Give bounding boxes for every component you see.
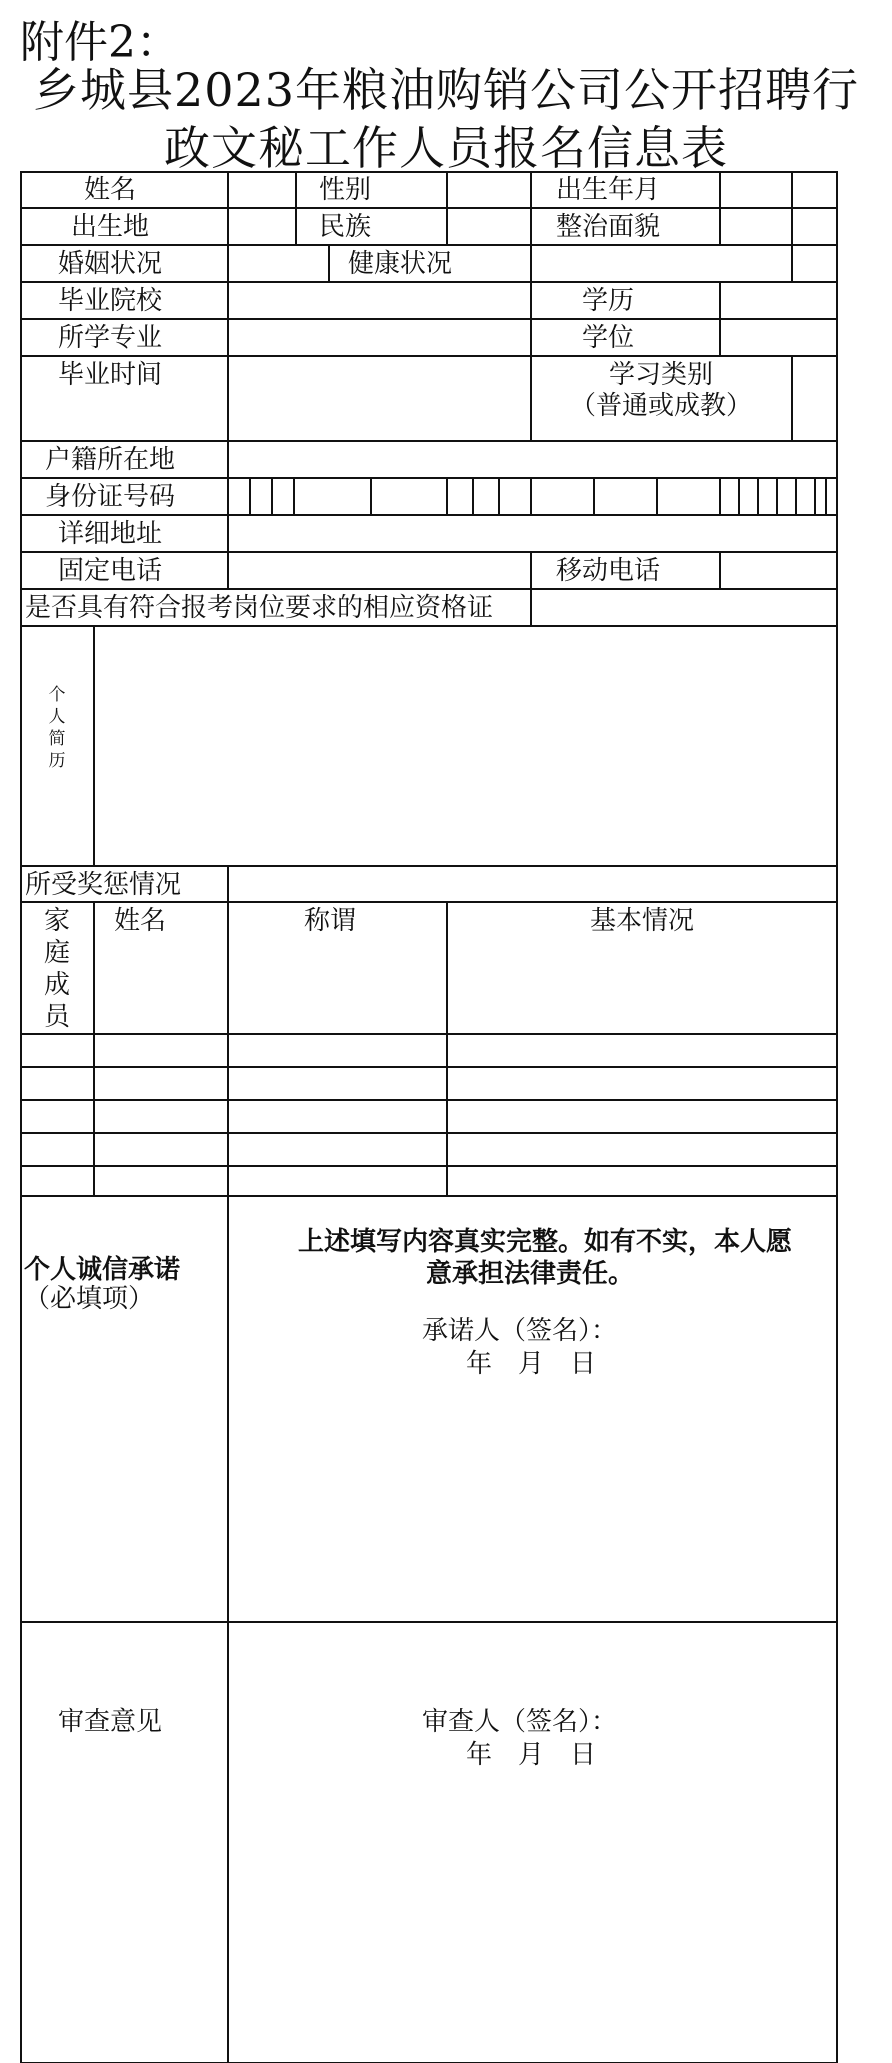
label-birthplace: 出生地: [70, 212, 150, 242]
label-landline: 固定电话: [57, 556, 163, 586]
review-date: 年 月 日: [466, 1740, 597, 1770]
attachment-label: 附件2：: [20, 17, 180, 68]
label-family-relation: 称谓: [303, 906, 357, 936]
label-political-status: 整治面貌: [555, 212, 661, 242]
label-id-number: 身份证号码: [44, 482, 176, 512]
label-name: 姓名: [83, 175, 137, 205]
label-mobile: 移动电话: [555, 556, 661, 586]
label-health-status: 健康状况: [347, 249, 453, 279]
label-awards: 所受奖惩情况: [25, 870, 182, 900]
label-resume-char-3: 简: [48, 729, 66, 749]
form-title-line-1: 乡城县2023年粮油购销公司公开招聘行: [32, 63, 860, 117]
label-qualification: 是否具有符合报考岗位要求的相应资格证: [25, 593, 494, 623]
pledge-text-line-2: 意承担法律责任。: [426, 1259, 635, 1289]
label-family-name: 姓名: [113, 906, 167, 936]
label-resume-char-2: 人: [48, 707, 66, 727]
label-family-char-1: 家: [43, 906, 71, 936]
label-study-type: 学习类别: [608, 360, 714, 390]
label-family-char-3: 成: [43, 970, 71, 1000]
label-degree: 学位: [581, 323, 635, 353]
label-integrity-required: （必填项）: [24, 1284, 155, 1314]
label-address: 详细地址: [57, 519, 163, 549]
label-family-char-4: 员: [43, 1002, 71, 1032]
form-title-line-2: 政文秘工作人员报名信息表: [164, 121, 728, 175]
label-family-char-2: 庭: [43, 938, 71, 968]
label-education: 学历: [581, 286, 635, 316]
label-review-opinion: 审查意见: [57, 1707, 163, 1737]
column-lines: [94, 172, 826, 2063]
label-hukou: 户籍所在地: [44, 445, 176, 475]
label-marital-status: 婚姻状况: [57, 249, 163, 279]
label-resume-char-1: 个: [48, 685, 66, 705]
label-birth-date: 出生年月: [555, 175, 661, 205]
label-graduation-time: 毕业时间: [57, 360, 163, 390]
label-gender: 性别: [318, 175, 372, 205]
label-graduate-school: 毕业院校: [57, 286, 163, 316]
label-study-type-note: （普通或成教）: [569, 391, 753, 421]
pledge-signature: 承诺人（签名）：: [422, 1316, 618, 1346]
label-integrity-pledge: 个人诚信承诺: [24, 1255, 181, 1285]
label-major: 所学专业: [57, 323, 163, 353]
review-signature: 审查人（签名）：: [422, 1707, 618, 1737]
label-ethnicity: 民族: [318, 212, 372, 242]
label-resume-char-4: 历: [48, 751, 66, 771]
label-family-basic-info: 基本情况: [589, 906, 695, 936]
pledge-date: 年 月 日: [466, 1349, 597, 1379]
pledge-text-line-1: 上述填写内容真实完整。如有不实，本人愿: [298, 1227, 793, 1257]
